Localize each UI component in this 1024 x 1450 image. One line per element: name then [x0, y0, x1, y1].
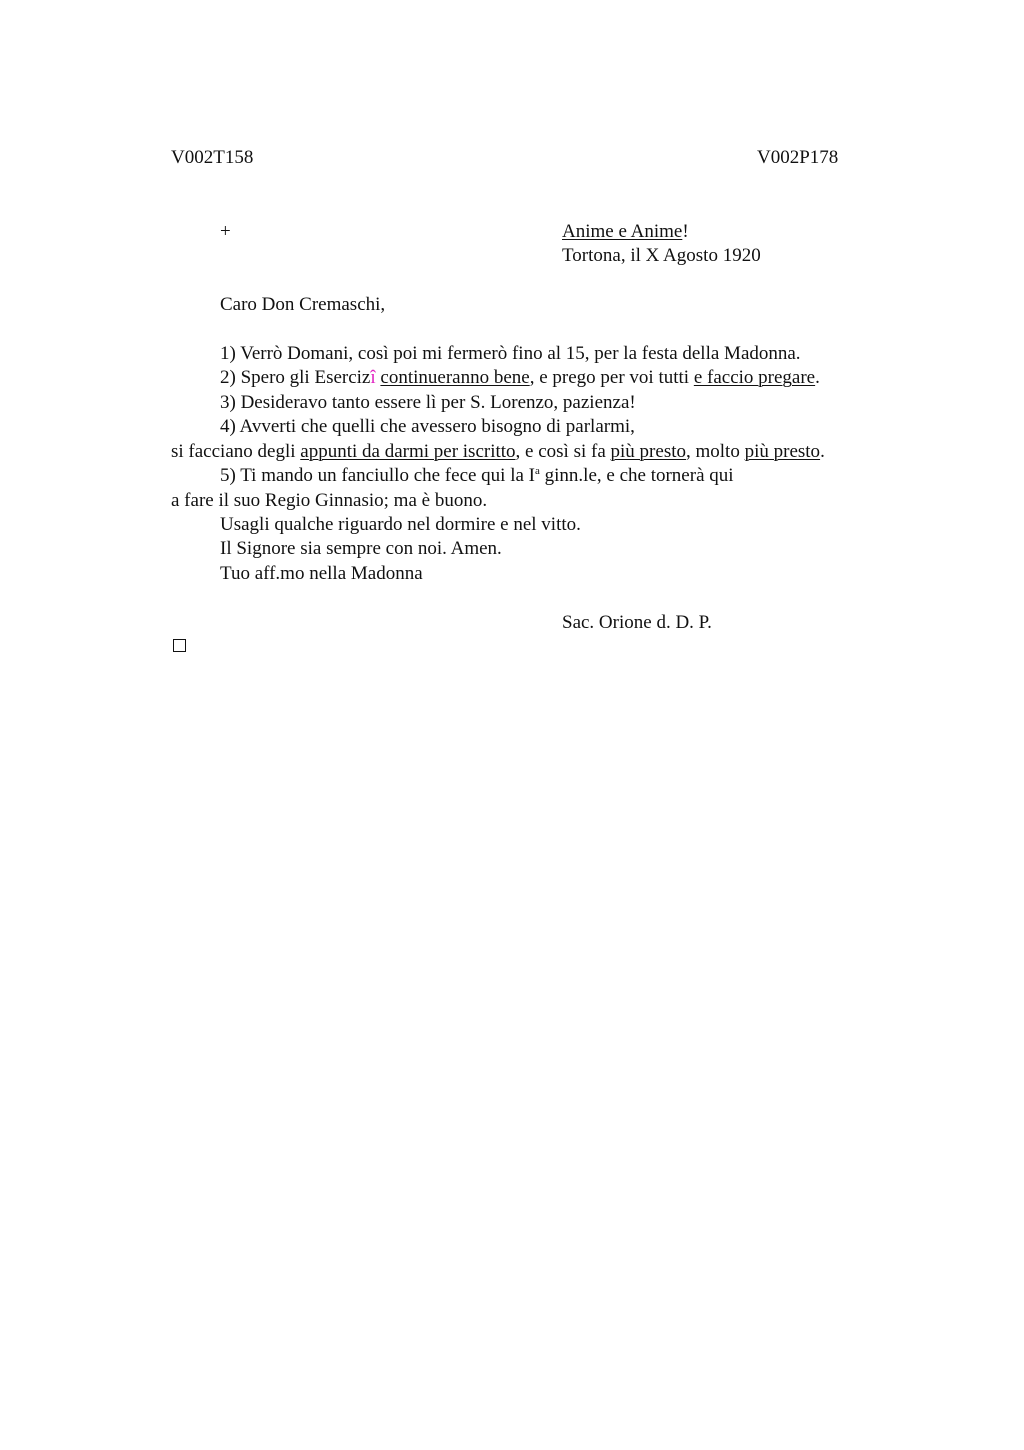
- item-4-underline-1: appunti da darmi per iscritto: [300, 441, 516, 462]
- item-4-line-1: 4) Avverti che quelli che avessero bisogno di parlarmi,: [220, 416, 635, 437]
- item-5-superscript: a: [535, 465, 540, 477]
- header-right-code: V002P178: [757, 147, 839, 168]
- item-5-part-a: 5) Ti mando un fanciullo che fece qui la I: [220, 465, 536, 486]
- item-2-underline-2: e faccio pregare: [693, 367, 816, 388]
- item-4-underline-2: più presto: [610, 441, 686, 462]
- place-date: Tortona, il X Agosto 1920: [562, 245, 761, 266]
- header-left-code: V002T158: [171, 147, 254, 168]
- item-4-part-b: , e così si fa: [515, 441, 611, 462]
- closing: Tuo aff.mo nella Madonna: [220, 563, 423, 584]
- item-5-part-b: ginn.le, e che tornerà qui: [539, 465, 734, 486]
- line-care: Usagli qualche riguardo nel dormire e nel vitto.: [220, 514, 581, 535]
- item-3: 3) Desideravo tanto essere lì per S. Lorenzo, pazienza!: [220, 392, 636, 413]
- motto-tail: !: [682, 221, 689, 242]
- square-outline-icon: [173, 639, 186, 652]
- item-4-underline-3: più presto: [744, 441, 821, 462]
- item-2-underline-1: continueranno bene: [380, 367, 530, 388]
- item-4-part-c: , molto: [686, 441, 745, 462]
- line-blessing: Il Signore sia sempre con noi. Amen.: [220, 538, 502, 559]
- item-1: 1) Verrò Domani, così poi mi fermerò fino al 15, per la festa della Madonna.: [220, 343, 801, 364]
- item-2-part-a: 2) Spero gli Esercizî: [220, 367, 376, 388]
- signature: Sac. Orione d. D. P.: [562, 612, 712, 633]
- accented-letter: î: [370, 367, 376, 388]
- salutation: Caro Don Cremaschi,: [220, 294, 386, 315]
- item-2-part-c: .: [815, 367, 820, 388]
- item-4-line-2: [171, 440, 825, 464]
- cross-symbol: +: [220, 221, 231, 242]
- item-2-part-b: , e prego per voi tutti: [529, 367, 694, 388]
- motto-underlined: Anime e Anime: [562, 221, 683, 242]
- motto: [562, 220, 689, 244]
- item-2: [220, 366, 820, 390]
- item-5-line-2: a fare il suo Regio Ginnasio; ma è buono.: [171, 490, 488, 511]
- item-5-line-1: [220, 464, 734, 488]
- item-4-part-d: .: [820, 441, 825, 462]
- item-4-part-a: si facciano degli: [171, 441, 301, 462]
